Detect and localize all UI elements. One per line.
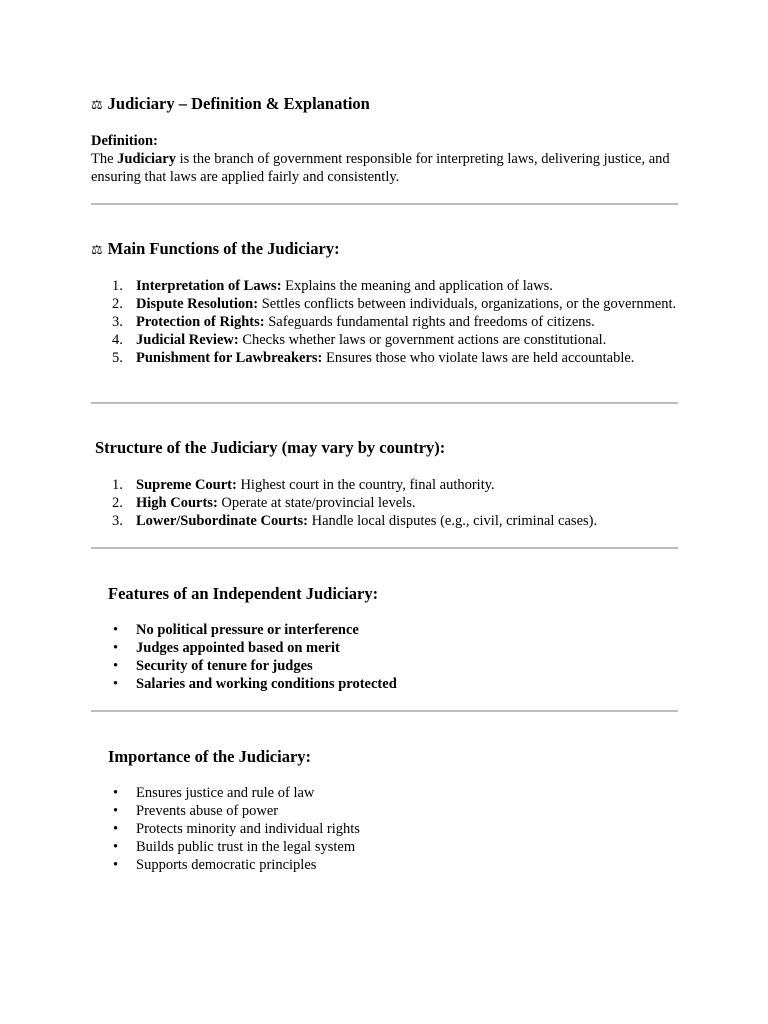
- list-item: • Builds public trust in the legal system: [113, 839, 356, 855]
- structure-list: [91, 476, 678, 530]
- list-item: • Ensures justice and rule of law: [113, 785, 315, 801]
- bullet: •: [113, 622, 119, 638]
- functions-heading-text: Main Functions of the Judiciary:: [107, 239, 340, 258]
- section-divider: [91, 203, 678, 205]
- list-item: • Supports democratic principles: [113, 857, 317, 873]
- page-title: [91, 94, 370, 116]
- bullet: •: [113, 803, 119, 819]
- list-item: 4. Judicial Review: Checks whether laws or government actions are constitutional.: [112, 332, 607, 348]
- definition-text: The Judiciary is the branch of government responsible for interpreting laws, delivering justice, and ensuring that laws are applied fairly and consistently.: [91, 151, 670, 185]
- bullet: •: [113, 821, 119, 837]
- list-item: 3. Protection of Rights: Safeguards fundamental rights and freedoms of citizens.: [112, 314, 595, 330]
- definition-term: Judiciary: [117, 151, 176, 167]
- list-item: • Security of tenure for judges: [113, 658, 313, 674]
- list-item: 1. Supreme Court: Highest court in the country, final authority.: [112, 477, 495, 493]
- bullet: •: [113, 640, 119, 656]
- bullet: •: [113, 839, 119, 855]
- definition-section: [91, 132, 678, 186]
- importance-heading: Importance of the Judiciary:: [108, 747, 312, 766]
- section-divider: [91, 402, 678, 404]
- bullet: •: [113, 676, 119, 692]
- definition-label: Definition:: [91, 133, 158, 149]
- bullet: •: [113, 785, 119, 801]
- section-divider: [91, 710, 678, 712]
- scales-icon: ⚖: [91, 98, 103, 113]
- list-item: • Judges appointed based on merit: [113, 640, 340, 656]
- page-title-text: Judiciary – Definition & Explanation: [107, 94, 370, 113]
- functions-heading: [91, 239, 340, 261]
- scales-icon: ⚖: [91, 243, 103, 258]
- bullet: •: [113, 857, 119, 873]
- list-item: 2. High Courts: Operate at state/provincial levels.: [112, 495, 416, 511]
- list-item: • Prevents abuse of power: [113, 803, 279, 819]
- list-item: • Salaries and working conditions protected: [113, 676, 397, 692]
- list-item: 2. Dispute Resolution: Settles conflicts between individuals, organizations, or the government.: [112, 296, 677, 312]
- importance-list: [91, 784, 678, 874]
- structure-heading: Structure of the Judiciary (may vary by country):: [95, 438, 446, 457]
- bullet: •: [113, 658, 119, 674]
- list-item: • Protects minority and individual rights: [113, 821, 360, 837]
- features-heading: Features of an Independent Judiciary:: [108, 584, 379, 603]
- list-item: 5. Punishment for Lawbreakers: Ensures those who violate laws are held accountable.: [112, 350, 635, 366]
- functions-list: [91, 277, 678, 367]
- list-item: 3. Lower/Subordinate Courts: Handle local disputes (e.g., civil, criminal cases).: [112, 513, 598, 529]
- features-list: [91, 621, 678, 693]
- list-item: 1. Interpretation of Laws: Explains the meaning and application of laws.: [112, 278, 553, 294]
- section-divider: [91, 547, 678, 549]
- list-item: • No political pressure or interference: [113, 622, 359, 638]
